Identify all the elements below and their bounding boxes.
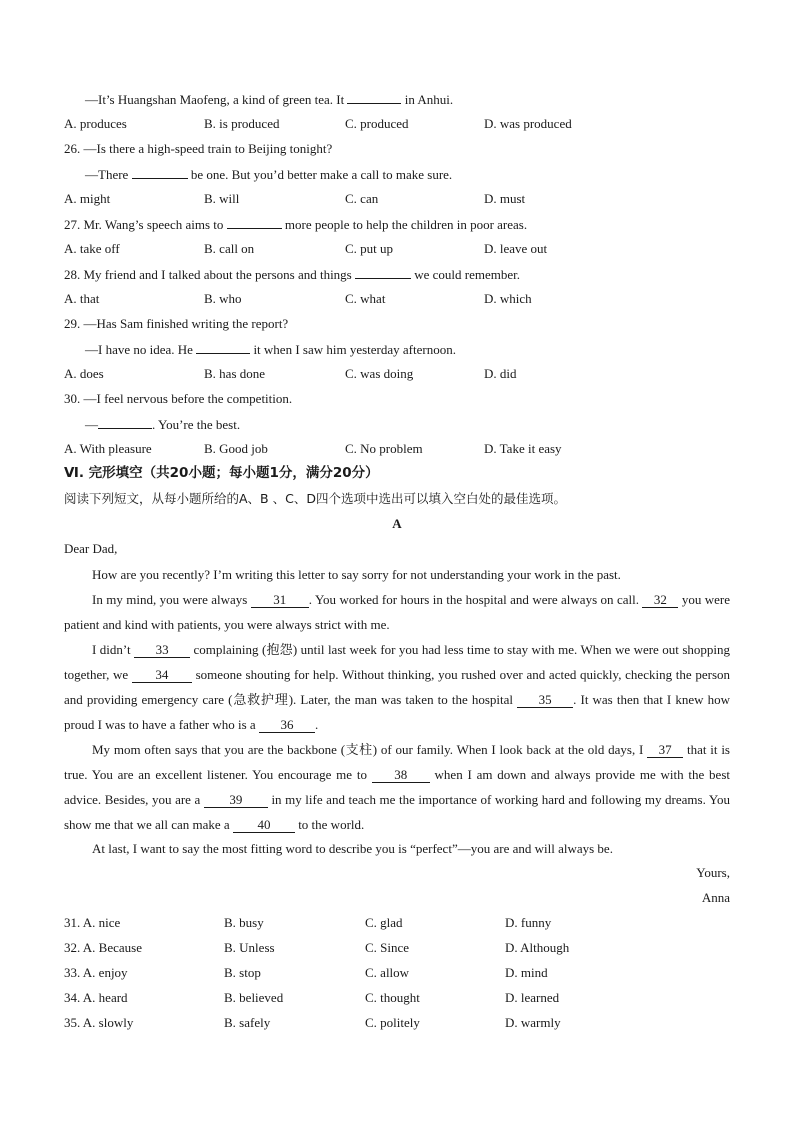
q30-stem-before: — bbox=[85, 417, 98, 432]
blank-38: 38 bbox=[372, 768, 430, 783]
blank-35: 35 bbox=[517, 693, 573, 708]
letter-closing: Yours, bbox=[696, 865, 730, 880]
question-27-stem bbox=[64, 216, 527, 233]
q26-line-1: —Is there a high-speed train to Beijing tonight? bbox=[83, 141, 333, 156]
option-c: C. politely bbox=[365, 1015, 420, 1030]
question-30-options bbox=[64, 441, 704, 457]
question-25-options bbox=[64, 116, 704, 132]
letter-paragraph-1 bbox=[64, 562, 730, 587]
question-25-stem bbox=[85, 91, 453, 108]
option-d: D. must bbox=[484, 191, 526, 206]
option-b: B. Unless bbox=[224, 940, 275, 955]
passage-label: A bbox=[392, 516, 402, 531]
question-29-stem: 29. —Has Sam finished writing the report? bbox=[64, 316, 289, 331]
letter-greeting: Dear Dad, bbox=[64, 541, 118, 556]
question-29-stem-2 bbox=[85, 341, 456, 358]
option-c: C. can bbox=[345, 191, 379, 206]
option-c: C. was doing bbox=[345, 366, 414, 381]
q29-stem-before: —I have no idea. He bbox=[85, 342, 193, 357]
blank-39: 39 bbox=[204, 793, 268, 808]
option-a: A. that bbox=[64, 291, 100, 306]
option-a: 34. A. heard bbox=[64, 990, 128, 1005]
paragraph-text: that it is true. You are an excellent listener. You encourage me to bbox=[64, 742, 730, 782]
paragraph-text: . You worked for hours in the hospital and were always on call. bbox=[308, 592, 639, 607]
question-26-stem bbox=[64, 141, 332, 157]
option-b: B. busy bbox=[224, 915, 264, 930]
options-row-35 bbox=[64, 1015, 704, 1031]
paragraph-text: . It was then that I knew how proud I was to have a father who is a bbox=[64, 692, 730, 732]
question-30-stem-2 bbox=[85, 416, 240, 433]
paragraph-text: in my life and teach me the importance of working hard and following my dreams. You show me that we all can make a bbox=[64, 792, 731, 832]
blank-31: 31 bbox=[251, 593, 309, 608]
q27-stem-before: 27. Mr. Wang’s speech aims to bbox=[64, 217, 224, 232]
paragraph-text: someone shouting for help. Without thinking, you rushed over and acted quickly, checking the person and providing emergency care (急救护理). Later, the man was taken to the hospital bbox=[64, 667, 731, 707]
option-a: A. might bbox=[64, 191, 111, 206]
letter-paragraph-5 bbox=[64, 836, 730, 861]
q28-stem-before: 28. My friend and I talked about the persons and things bbox=[64, 267, 352, 282]
paragraph-text: complaining (抱怨) until last week for you had less time to stay with me. When we were out shopping together, we bbox=[64, 642, 731, 682]
question-number: 26. bbox=[64, 141, 81, 156]
letter-paragraph-3 bbox=[64, 637, 730, 737]
answer-blank bbox=[98, 416, 152, 429]
blank-32: 32 bbox=[642, 593, 678, 608]
q26-stem-after: be one. But you’d better make a call to make sure. bbox=[190, 167, 453, 182]
q29-stem-after: it when I saw him yesterday afternoon. bbox=[253, 342, 456, 357]
option-d: D. which bbox=[484, 291, 532, 306]
q28-stem-after: we could remember. bbox=[414, 267, 521, 282]
question-30-stem: 30. —I feel nervous before the competition. bbox=[64, 391, 293, 406]
letter-signature: Anna bbox=[701, 890, 730, 905]
option-c: C. thought bbox=[365, 990, 420, 1005]
options-row-34 bbox=[64, 990, 704, 1006]
paragraph-text: to the world. bbox=[298, 817, 365, 832]
option-b: B. Good job bbox=[204, 441, 268, 456]
option-a: 35. A. slowly bbox=[64, 1015, 134, 1030]
question-28-options bbox=[64, 291, 704, 307]
paragraph-text: . bbox=[314, 717, 319, 732]
question-28-stem bbox=[64, 266, 520, 283]
options-row-31 bbox=[64, 915, 704, 931]
answer-blank bbox=[347, 91, 401, 104]
question-27-options bbox=[64, 241, 704, 257]
q25-stem-after: in Anhui. bbox=[404, 92, 454, 107]
option-d: D. warmly bbox=[505, 1015, 561, 1030]
option-d: D. learned bbox=[505, 990, 560, 1005]
option-c: C. put up bbox=[345, 241, 394, 256]
option-c: C. glad bbox=[365, 915, 403, 930]
option-b: B. call on bbox=[204, 241, 255, 256]
option-c: C. No problem bbox=[345, 441, 423, 456]
option-c: C. what bbox=[345, 291, 386, 306]
options-row-33 bbox=[64, 965, 704, 981]
option-a: A. take off bbox=[64, 241, 120, 256]
paragraph-text: you were patient and kind with patients, you were always strict with me. bbox=[64, 592, 731, 632]
blank-33: 33 bbox=[134, 643, 190, 658]
options-row-32 bbox=[64, 940, 704, 956]
section-heading: Ⅵ. 完形填空（共20小题；每小题1分，满分20分） bbox=[64, 465, 379, 481]
answer-blank bbox=[132, 166, 188, 179]
option-d: D. funny bbox=[505, 915, 552, 930]
option-a: A. does bbox=[64, 366, 104, 381]
option-d: D. leave out bbox=[484, 241, 548, 256]
option-d: D. mind bbox=[505, 965, 548, 980]
letter-paragraph-4 bbox=[64, 737, 730, 837]
option-d: D. Take it easy bbox=[484, 441, 562, 456]
q26-stem-before: —There bbox=[85, 167, 129, 182]
question-26-options bbox=[64, 191, 704, 207]
option-a: A. With pleasure bbox=[64, 441, 152, 456]
question-26-stem-2 bbox=[85, 166, 452, 183]
option-d: D. was produced bbox=[484, 116, 572, 131]
paragraph-text: In my mind, you were always bbox=[92, 592, 248, 607]
option-b: B. believed bbox=[224, 990, 284, 1005]
section-instruction: 阅读下列短文，从每小题所给的A、B 、C、D四个选项中选出可以填入空白处的最佳选项。 bbox=[64, 491, 566, 506]
option-c: C. allow bbox=[365, 965, 410, 980]
option-b: B. is produced bbox=[204, 116, 280, 131]
paragraph-text: My mom often says that you are the backbone (支柱) of our family. When I look back at the old days, I bbox=[92, 742, 644, 757]
blank-36: 36 bbox=[259, 718, 315, 733]
answer-blank bbox=[355, 266, 411, 279]
blank-40: 40 bbox=[233, 818, 295, 833]
paragraph-text: At last, I want to say the most fitting word to describe you is “perfect”—you are and will always be. bbox=[92, 841, 613, 856]
answer-blank bbox=[227, 216, 282, 229]
option-a: A. produces bbox=[64, 116, 127, 131]
paragraph-text: I didn’t bbox=[92, 642, 131, 657]
option-a: 31. A. nice bbox=[64, 915, 121, 930]
option-c: C. produced bbox=[345, 116, 409, 131]
option-a: 32. A. Because bbox=[64, 940, 142, 955]
option-b: B. who bbox=[204, 291, 242, 306]
q27-stem-after: more people to help the children in poor areas. bbox=[284, 217, 528, 232]
answer-blank bbox=[196, 341, 250, 354]
question-29-options bbox=[64, 366, 704, 382]
blank-37: 37 bbox=[647, 743, 683, 758]
option-b: B. safely bbox=[224, 1015, 271, 1030]
option-b: B. has done bbox=[204, 366, 266, 381]
q30-stem-after: . You’re the best. bbox=[152, 417, 241, 432]
option-d: D. Although bbox=[505, 940, 570, 955]
option-b: B. will bbox=[204, 191, 240, 206]
option-d: D. did bbox=[484, 366, 517, 381]
letter-paragraph-2 bbox=[64, 587, 730, 637]
paragraph-text: when I am down and always provide me with the best advice. Besides, you are a bbox=[64, 767, 730, 807]
option-a: 33. A. enjoy bbox=[64, 965, 128, 980]
q25-stem-before: —It’s Huangshan Maofeng, a kind of green tea. It bbox=[85, 92, 345, 107]
option-c: C. Since bbox=[365, 940, 410, 955]
option-b: B. stop bbox=[224, 965, 261, 980]
blank-34: 34 bbox=[132, 668, 192, 683]
paragraph-text: How are you recently? I’m writing this letter to say sorry for not understanding your work in the past. bbox=[92, 567, 621, 582]
